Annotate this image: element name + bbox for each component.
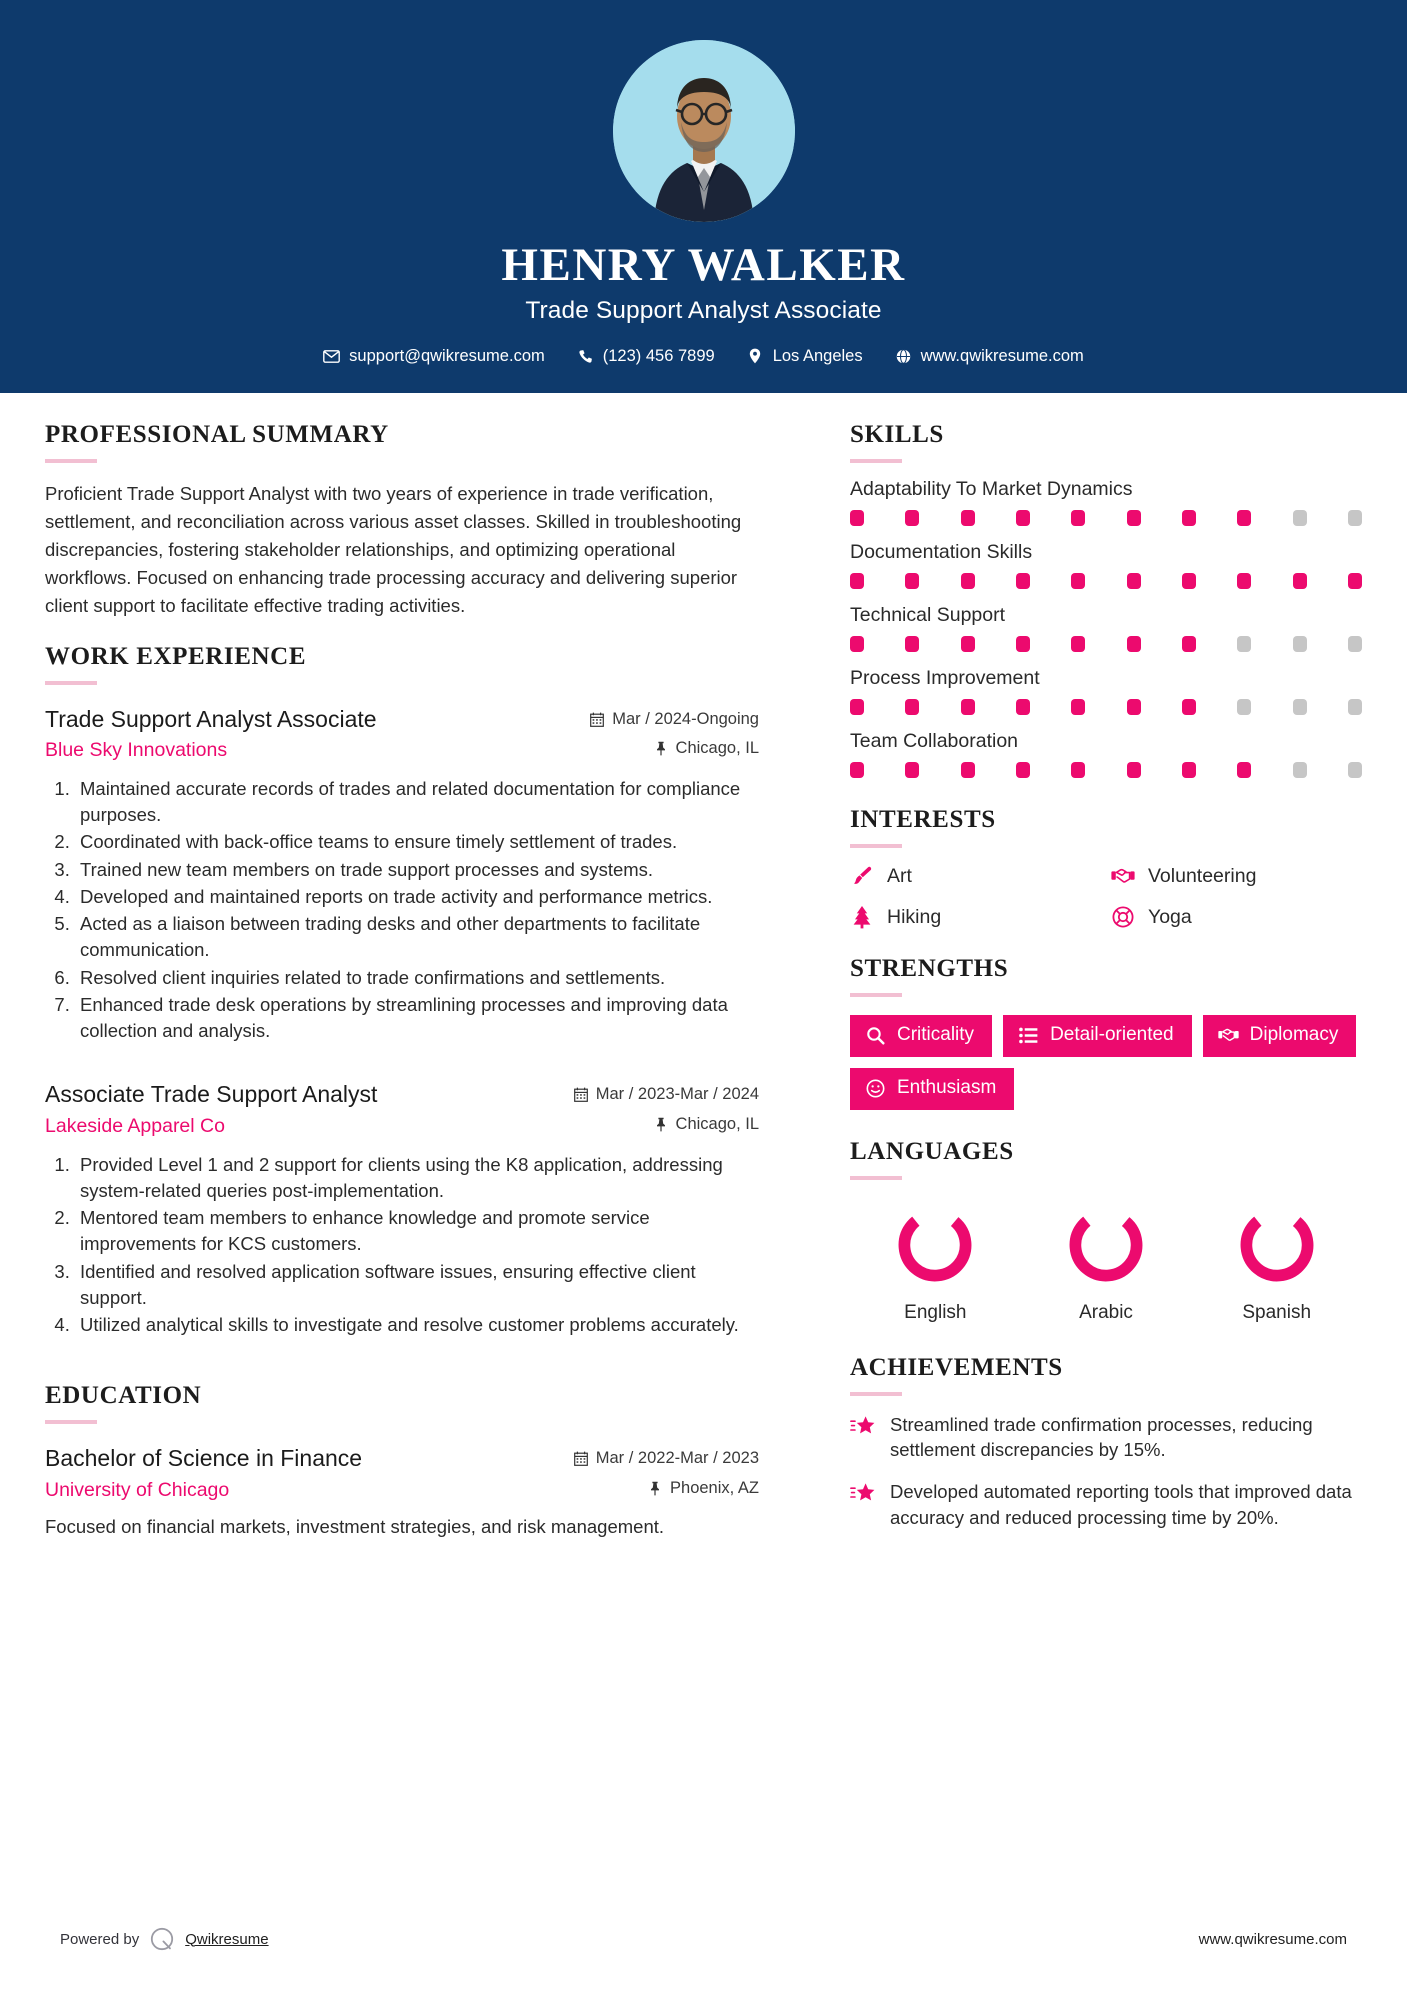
skill-label: Team Collaboration (850, 730, 1019, 752)
bullet-item: 7. Enhanced trade desk operations by streamlining processes and improving data collection and analysis. (75, 992, 759, 1045)
section-skills (850, 421, 1362, 778)
skill-dot (961, 762, 975, 778)
skill-dot (1237, 636, 1251, 652)
interests-list (850, 864, 1362, 929)
skill-dot (1016, 510, 1030, 526)
section-rule (45, 681, 97, 685)
skill-rating (850, 510, 1362, 526)
language-item (1021, 1200, 1192, 1324)
contact-bar (0, 347, 1407, 366)
language-label: Spanish (1242, 1301, 1312, 1323)
bullet-item: 1. Maintained accurate records of trades and related documentation for compliance purposes. (75, 776, 759, 829)
skill-dot (1237, 510, 1251, 526)
footer (0, 1926, 1407, 1952)
skill-item (850, 478, 1362, 526)
skill-dot (1237, 573, 1251, 589)
tree-icon (850, 905, 874, 929)
contact-email-text: support@qwikresume.com (349, 346, 545, 365)
languages-list (850, 1200, 1362, 1324)
envelope-icon (323, 348, 340, 365)
skill-label: Adaptability To Market Dynamics (850, 478, 1133, 500)
interest-item (850, 905, 1101, 929)
qwikresume-link[interactable]: Qwikresume (185, 1930, 269, 1948)
interest-label: Yoga (1148, 905, 1192, 928)
calendar-icon (590, 712, 604, 727)
skill-dot (961, 699, 975, 715)
bullet-item: 4. Developed and maintained reports on trade activity and performance metrics. (75, 884, 759, 910)
section-rule (45, 459, 97, 463)
strength-label: Diplomacy (1249, 1024, 1339, 1045)
language-label: English (904, 1301, 967, 1323)
handshake-icon (1218, 1025, 1239, 1046)
skill-dot (1348, 573, 1362, 589)
skill-dot (905, 510, 919, 526)
experience-date-text: Mar / 2023-Mar / 2024 (595, 1085, 759, 1104)
strength-label: Detail-oriented (1050, 1024, 1174, 1045)
experience-date-text: Mar / 2024-Ongoing (612, 709, 759, 728)
skill-dot (1071, 510, 1085, 526)
contact-phone[interactable] (561, 347, 731, 366)
contact-website-text: www.qwikresume.com (920, 346, 1084, 365)
skill-dot (961, 636, 975, 652)
skill-dot (905, 636, 919, 652)
education-date (574, 1449, 759, 1468)
section-rule (850, 844, 902, 848)
section-heading: ACHIEVEMENTS (850, 1353, 1063, 1381)
skill-dot (1293, 636, 1307, 652)
experience-bullets (45, 776, 759, 1045)
skill-dot (1182, 762, 1196, 778)
section-heading: SKILLS (850, 421, 944, 448)
skill-rating (850, 573, 1362, 589)
skill-dot (961, 510, 975, 526)
section-rule (850, 1176, 902, 1180)
skill-dot (1127, 699, 1141, 715)
section-heading: LANGUAGES (850, 1137, 1014, 1165)
magnifier-icon (865, 1025, 886, 1046)
skill-dot (1182, 510, 1196, 526)
skill-dot (905, 573, 919, 589)
powered-by-block (60, 1926, 269, 1952)
bullet-item: 2. Mentored team members to enhance knowledge and promote service improvements for KCS customers. (75, 1205, 759, 1258)
experience-entry (45, 1080, 759, 1338)
section-rule (850, 1392, 902, 1396)
skill-dot (1293, 573, 1307, 589)
map-pin-icon (747, 348, 764, 365)
education-description: Focused on financial markets, investment strategies, and risk management. (45, 1515, 665, 1537)
section-work-experience (45, 643, 759, 1339)
skill-dot (850, 636, 864, 652)
resume-header (0, 0, 1407, 393)
skill-dot (905, 699, 919, 715)
experience-role: Associate Trade Support Analyst (45, 1081, 378, 1108)
bullet-item: 3. Trained new team members on trade support processes and systems. (75, 857, 759, 883)
phone-icon (577, 348, 594, 365)
interest-label: Volunteering (1148, 864, 1257, 887)
interest-item (850, 864, 1101, 888)
section-interests (850, 806, 1362, 929)
experience-role: Trade Support Analyst Associate (45, 705, 377, 732)
education-entry (45, 1444, 759, 1540)
experience-location (654, 1115, 759, 1134)
skill-dot (1016, 573, 1030, 589)
skill-dot (905, 762, 919, 778)
skill-dot (1348, 762, 1362, 778)
interest-label: Hiking (887, 905, 942, 928)
experience-company: Lakeside Apparel Co (45, 1115, 225, 1138)
page-title: HENRY WALKER (501, 239, 906, 291)
achievement-item (850, 1479, 1362, 1531)
skill-dot (1127, 636, 1141, 652)
skill-dot (1182, 636, 1196, 652)
contact-phone-text: (123) 456 7899 (602, 346, 715, 365)
skill-dot (850, 510, 864, 526)
skill-item (850, 604, 1362, 652)
left-column (45, 421, 805, 1548)
strengths-list (850, 1015, 1362, 1110)
strength-chip-detail-oriented[interactable] (1003, 1015, 1192, 1057)
smiley-icon (865, 1078, 886, 1099)
skill-dot (1182, 699, 1196, 715)
skill-dot (1016, 699, 1030, 715)
skill-item (850, 730, 1362, 778)
skill-label: Process Improvement (850, 667, 1040, 689)
experience-location (654, 739, 759, 758)
pushpin-icon (648, 1481, 662, 1496)
skill-dot (850, 762, 864, 778)
skill-dot (1071, 573, 1085, 589)
experience-location-text: Chicago, IL (675, 1115, 759, 1134)
education-location-text: Phoenix, AZ (670, 1479, 759, 1498)
avatar-photo (613, 40, 795, 222)
ring-arc (1063, 1201, 1149, 1287)
calendar-icon (574, 1451, 588, 1466)
section-heading: EDUCATION (45, 1382, 202, 1410)
language-progress-ring (1232, 1200, 1322, 1290)
achievement-text: Streamlined trade confirmation processes, reducing settlement discrepancies by 15%. (890, 1413, 1313, 1461)
skill-dot (1237, 699, 1251, 715)
bullet-item: 1. Provided Level 1 and 2 support for clients using the K8 application, addressing system-related queries post-implementation. (75, 1152, 759, 1205)
education-degree: Bachelor of Science in Finance (45, 1445, 363, 1472)
skill-dot (1293, 510, 1307, 526)
skill-dot (1016, 762, 1030, 778)
footer-url[interactable]: www.qwikresume.com (1198, 1930, 1347, 1948)
bullet-item: 2. Coordinated with back-office teams to ensure timely settlement of trades. (75, 829, 759, 855)
star-icon (850, 1481, 876, 1507)
ring-arc (1234, 1201, 1320, 1287)
strength-chip-diplomacy[interactable] (1203, 1015, 1357, 1057)
handshake-icon (1111, 864, 1135, 888)
skill-dot (850, 573, 864, 589)
section-rule (45, 1420, 97, 1424)
section-education (45, 1382, 759, 1540)
skill-label: Documentation Skills (850, 541, 1033, 563)
language-progress-ring (1061, 1200, 1151, 1290)
interest-item (1111, 864, 1362, 888)
education-location (648, 1479, 759, 1498)
skill-dot (1127, 573, 1141, 589)
achievement-text: Developed automated reporting tools that improved data accuracy and reduced processing time by 20%. (890, 1481, 1352, 1529)
skill-dot (1237, 762, 1251, 778)
skill-dot (1348, 636, 1362, 652)
skill-dot (1071, 636, 1085, 652)
skill-dot (1016, 636, 1030, 652)
skill-dot (961, 573, 975, 589)
skill-rating (850, 636, 1362, 652)
skill-rating (850, 699, 1362, 715)
life-ring-icon (1111, 905, 1135, 929)
qwikresume-logo-icon (149, 1926, 175, 1952)
avatar (613, 40, 795, 222)
star-icon (850, 1414, 876, 1440)
strength-label: Criticality (897, 1024, 975, 1045)
skill-dot (1293, 699, 1307, 715)
skill-dot (1182, 573, 1196, 589)
skill-dot (1127, 762, 1141, 778)
education-date-text: Mar / 2022-Mar / 2023 (595, 1449, 759, 1468)
skill-dot (850, 699, 864, 715)
calendar-icon (574, 1087, 588, 1102)
skill-item (850, 541, 1362, 589)
language-item (1191, 1200, 1362, 1324)
skill-dot (1071, 699, 1085, 715)
skill-rating (850, 762, 1362, 778)
experience-company: Blue Sky Innovations (45, 739, 228, 762)
bullet-item: 4. Utilized analytical skills to investigate and resolve customer problems accurately. (75, 1312, 759, 1338)
language-item (850, 1200, 1021, 1324)
experience-date (590, 710, 759, 729)
section-strengths (850, 955, 1362, 1110)
summary-text: Proficient Trade Support Analyst with two years of experience in trade verification, settlement, and reconciliation across various asset classes. Skilled in troubleshooting discrepancies, fostering stakeholder relationships, and optimizing operational workflows. Focused on enhancing trade processing accuracy and delivering superior client support to facilitate effective trading activities. (45, 483, 742, 617)
contact-email[interactable] (307, 347, 561, 366)
section-rule (850, 459, 902, 463)
section-achievements (850, 1354, 1362, 1532)
skill-dot (1293, 762, 1307, 778)
strength-chip-criticality[interactable] (850, 1015, 992, 1057)
section-heading: WORK EXPERIENCE (45, 642, 307, 670)
right-column (805, 421, 1362, 1539)
contact-website[interactable] (879, 347, 1100, 366)
job-title: Trade Support Analyst Associate (525, 296, 882, 324)
section-heading: PROFESSIONAL SUMMARY (45, 421, 389, 448)
skill-dot (1348, 510, 1362, 526)
skill-label: Technical Support (850, 604, 1006, 626)
list-icon (1018, 1025, 1039, 1046)
interest-label: Art (887, 864, 912, 887)
experience-bullets (45, 1152, 759, 1339)
resume-body (0, 393, 1407, 1548)
pushpin-icon (654, 741, 668, 756)
ring-arc (892, 1201, 978, 1287)
bullet-item: 5. Acted as a liaison between trading desks and other departments to facilitate communication. (75, 911, 759, 964)
experience-location-text: Chicago, IL (675, 739, 759, 758)
achievement-item (850, 1412, 1362, 1464)
strength-chip-enthusiasm[interactable] (850, 1068, 1014, 1110)
skill-dot (1071, 762, 1085, 778)
bullet-item: 6. Resolved client inquiries related to trade confirmations and settlements. (75, 965, 759, 991)
section-languages (850, 1138, 1362, 1324)
paintbrush-icon (850, 864, 874, 888)
globe-icon (895, 348, 912, 365)
powered-by-label: Powered by (60, 1930, 140, 1948)
pushpin-icon (654, 1117, 668, 1132)
interest-item (1111, 905, 1362, 929)
strength-label: Enthusiasm (897, 1076, 997, 1098)
section-rule (850, 993, 902, 997)
language-progress-ring (890, 1200, 980, 1290)
section-professional-summary (45, 421, 759, 621)
skill-item (850, 667, 1362, 715)
skill-dot (1348, 699, 1362, 715)
experience-date (574, 1085, 759, 1104)
skill-dot (1127, 510, 1141, 526)
section-heading: INTERESTS (850, 806, 996, 833)
contact-location[interactable] (731, 347, 879, 366)
experience-entry (45, 705, 759, 1045)
education-school: University of Chicago (45, 1479, 230, 1502)
contact-location-text: Los Angeles (772, 346, 863, 365)
section-heading: STRENGTHS (850, 955, 1009, 982)
bullet-item: 3. Identified and resolved application software issues, ensuring effective client support. (75, 1259, 759, 1312)
language-label: Arabic (1079, 1301, 1133, 1323)
